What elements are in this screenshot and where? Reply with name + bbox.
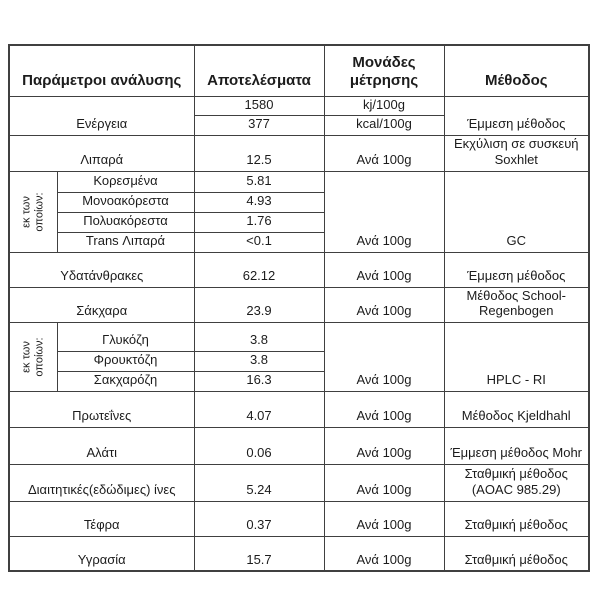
cell-mono-value: 4.93 bbox=[194, 192, 324, 212]
cell-glucose-value: 3.8 bbox=[194, 323, 324, 352]
row-fiber bbox=[9, 464, 589, 501]
cell-energy-method: Έμμεση μέθοδος bbox=[444, 96, 589, 136]
row-sugar-glucose bbox=[9, 323, 589, 352]
cell-salt-method: Έμμεση μέθοδος Mohr bbox=[444, 427, 589, 464]
cell-sugars-label: Σάκχαρα bbox=[9, 287, 194, 323]
cell-sugarsub-method: HPLC - RI bbox=[444, 323, 589, 392]
cell-saturated-label: Κορεσμένα bbox=[57, 171, 194, 192]
cell-fat-label: Λιπαρά bbox=[9, 136, 194, 172]
cell-moisture-unit: Ανά 100g bbox=[324, 536, 444, 571]
cell-sucrose-value: 16.3 bbox=[194, 372, 324, 392]
cell-fatsub-unit: Ανά 100g bbox=[324, 171, 444, 252]
cell-sugar-ofwhich-group bbox=[9, 323, 57, 392]
header-row bbox=[9, 45, 589, 96]
row-carbs bbox=[9, 252, 589, 287]
cell-ash-label: Τέφρα bbox=[9, 501, 194, 536]
header-parameters: Παράμετροι ανάλυσης bbox=[9, 45, 194, 96]
cell-fat-method: Εκχύλιση σε συσκευή Soxhlet bbox=[444, 136, 589, 172]
header-results: Αποτελέσματα bbox=[194, 45, 324, 96]
row-energy-kj bbox=[9, 96, 589, 116]
row-salt bbox=[9, 427, 589, 464]
cell-salt-unit: Ανά 100g bbox=[324, 427, 444, 464]
cell-fructose-label: Φρουκτόζη bbox=[57, 352, 194, 372]
cell-salt-label: Αλάτι bbox=[9, 427, 194, 464]
cell-carbs-value: 62.12 bbox=[194, 252, 324, 287]
cell-fructose-value: 3.8 bbox=[194, 352, 324, 372]
cell-protein-label: Πρωτεΐνες bbox=[9, 391, 194, 427]
header-method: Μέθοδος bbox=[444, 45, 589, 96]
cell-sugars-unit: Ανά 100g bbox=[324, 287, 444, 323]
cell-poly-value: 1.76 bbox=[194, 212, 324, 232]
cell-trans-label: Trans Λιπαρά bbox=[57, 232, 194, 252]
cell-sucrose-label: Σακχαρόζη bbox=[57, 372, 194, 392]
cell-energy-kcal-value: 377 bbox=[194, 116, 324, 136]
cell-trans-value: <0.1 bbox=[194, 232, 324, 252]
cell-fat-unit: Ανά 100g bbox=[324, 136, 444, 172]
cell-ash-value: 0.37 bbox=[194, 501, 324, 536]
cell-energy-kj-value: 1580 bbox=[194, 96, 324, 116]
cell-carbs-label: Υδατάνθρακες bbox=[9, 252, 194, 287]
cell-fiber-method: Σταθμική μέθοδος (AOAC 985.29) bbox=[444, 464, 589, 501]
cell-glucose-label: Γλυκόζη bbox=[57, 323, 194, 352]
cell-fatsub-method: GC bbox=[444, 171, 589, 252]
cell-protein-method: Μέθοδος Kjeldhahl bbox=[444, 391, 589, 427]
cell-sugarsub-unit: Ανά 100g bbox=[324, 323, 444, 392]
row-fat bbox=[9, 136, 589, 172]
cell-poly-label: Πολυακόρεστα bbox=[57, 212, 194, 232]
cell-moisture-label: Υγρασία bbox=[9, 536, 194, 571]
cell-sugars-value: 23.9 bbox=[194, 287, 324, 323]
cell-salt-value: 0.06 bbox=[194, 427, 324, 464]
cell-protein-unit: Ανά 100g bbox=[324, 391, 444, 427]
header-units: Μονάδες μέτρησης bbox=[324, 45, 444, 96]
of-which-label: εκ των οποίων: bbox=[20, 192, 46, 232]
of-which-label: εκ των οποίων: bbox=[20, 337, 46, 377]
row-protein bbox=[9, 391, 589, 427]
cell-energy-kj-unit: kj/100g bbox=[324, 96, 444, 116]
cell-moisture-method: Σταθμική μέθοδος bbox=[444, 536, 589, 571]
cell-ash-unit: Ανά 100g bbox=[324, 501, 444, 536]
cell-energy-kcal-unit: kcal/100g bbox=[324, 116, 444, 136]
cell-fat-ofwhich-group bbox=[9, 171, 57, 252]
cell-fiber-value: 5.24 bbox=[194, 464, 324, 501]
cell-fat-value: 12.5 bbox=[194, 136, 324, 172]
cell-protein-value: 4.07 bbox=[194, 391, 324, 427]
cell-moisture-value: 15.7 bbox=[194, 536, 324, 571]
cell-mono-label: Μονοακόρεστα bbox=[57, 192, 194, 212]
row-sugars bbox=[9, 287, 589, 323]
cell-fiber-unit: Ανά 100g bbox=[324, 464, 444, 501]
cell-fiber-label: Διαιτητικές(εδώδιμες) ίνες bbox=[9, 464, 194, 501]
cell-ash-method: Σταθμική μέθοδος bbox=[444, 501, 589, 536]
nutrition-analysis-table bbox=[8, 44, 590, 572]
cell-energy-label: Ενέργεια bbox=[9, 96, 194, 136]
row-moisture bbox=[9, 536, 589, 571]
cell-saturated-value: 5.81 bbox=[194, 171, 324, 192]
cell-carbs-method: Έμμεση μέθοδος bbox=[444, 252, 589, 287]
row-fat-saturated bbox=[9, 171, 589, 192]
cell-carbs-unit: Ανά 100g bbox=[324, 252, 444, 287]
row-ash bbox=[9, 501, 589, 536]
cell-sugars-method: Μέθοδος School-Regenbogen bbox=[444, 287, 589, 323]
